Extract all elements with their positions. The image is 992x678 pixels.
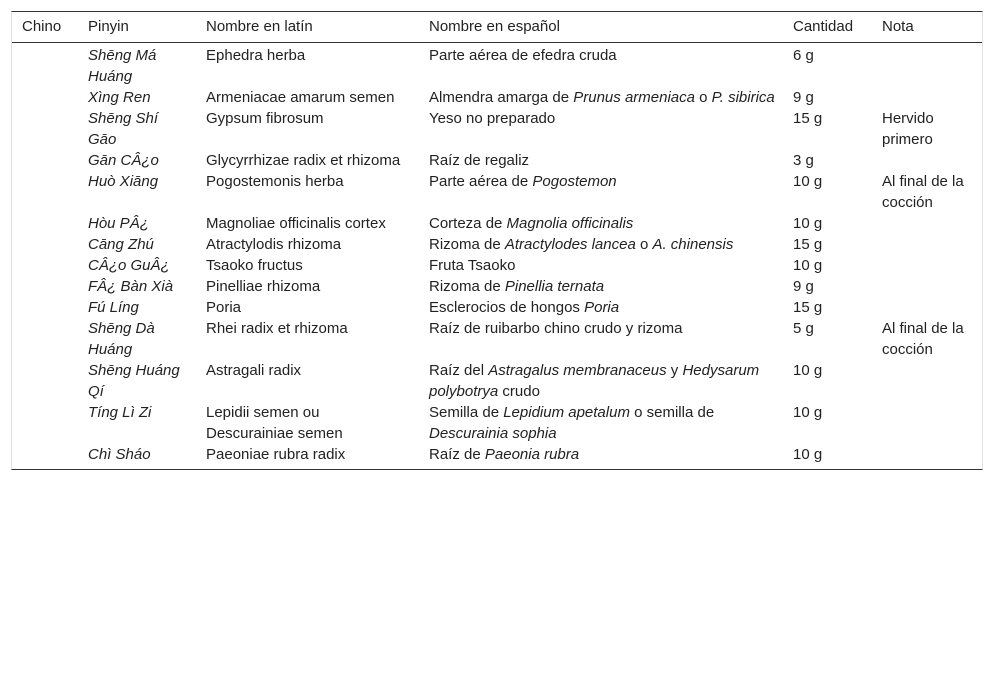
table-body: [12, 43, 982, 470]
cell-latin-name: Glycyrrhizae radix et rhizoma: [206, 152, 401, 169]
cell-note: Hervido primero: [882, 110, 934, 148]
cell-latin-name: Atractylodis rhizoma: [206, 236, 342, 253]
species-name-italic: Atractylodes lancea: [504, 236, 636, 253]
header-chino: Chino: [12, 12, 78, 43]
species-name-italic: Hedysarum polybotrya: [429, 362, 760, 400]
species-name-italic: Prunus armeniaca: [573, 89, 695, 106]
cell-note: [872, 444, 982, 469]
cell-pinyin: Cāng Zhú: [88, 236, 154, 253]
table-row: [12, 276, 982, 297]
table-row: [12, 171, 982, 213]
cell-chino: [12, 444, 78, 469]
spanish-name-text: o: [694, 89, 712, 106]
cell-pinyin: Huò Xiāng: [88, 173, 159, 190]
header-spanish-name: Nombre en español: [419, 12, 783, 43]
cell-chino: [12, 234, 78, 255]
species-name-italic: P. sibirica: [711, 89, 775, 106]
cell-quantity: 10 g: [793, 446, 823, 463]
spanish-name-text: Rizoma de: [429, 278, 505, 295]
cell-pinyin: Gān CÂ¿o: [88, 152, 159, 169]
cell-latin-name: Magnoliae officinalis cortex: [206, 215, 386, 232]
table-row: [12, 255, 982, 276]
cell-spanish-name: [419, 360, 783, 402]
cell-pinyin: Shēng Shí Gāo: [88, 110, 159, 148]
cell-latin-name: Ephedra herba: [206, 47, 306, 64]
table-row: [12, 213, 982, 234]
cell-spanish-name: [419, 318, 783, 360]
cell-chino: [12, 276, 78, 297]
table-header-row: [12, 12, 982, 43]
cell-note: Al final de la cocción: [882, 320, 964, 358]
cell-quantity: 6 g: [793, 47, 814, 64]
cell-spanish-name: [419, 234, 783, 255]
cell-chino: [12, 360, 78, 402]
table-row: [12, 234, 982, 255]
cell-latin-name: Pogostemonis herba: [206, 173, 344, 190]
cell-note: [872, 43, 982, 88]
spanish-name-text: y: [666, 362, 683, 379]
species-name-italic: Poria: [584, 299, 620, 316]
cell-note: [872, 276, 982, 297]
cell-spanish-name: [419, 276, 783, 297]
cell-pinyin: Shēng Dà Huáng: [88, 320, 155, 358]
cell-latin-name: Lepidii semen ou Descurainiae semen: [206, 404, 343, 442]
cell-note: [872, 150, 982, 171]
cell-chino: [12, 87, 78, 108]
cell-spanish-name: [419, 87, 783, 108]
cell-spanish-name: [419, 171, 783, 213]
table-row: [12, 444, 982, 469]
cell-note: [872, 297, 982, 318]
header-pinyin: Pinyin: [78, 12, 196, 43]
table-row: [12, 87, 982, 108]
cell-quantity: 15 g: [793, 110, 823, 127]
table-row: [12, 318, 982, 360]
herbal-formula-table: [12, 12, 982, 469]
spanish-name-text: Raíz del: [429, 362, 489, 379]
cell-latin-name: Poria: [206, 299, 242, 316]
spanish-name-text: Raíz de ruibarbo chino crudo y rizoma: [429, 320, 683, 337]
cell-quantity: 5 g: [793, 320, 814, 337]
cell-spanish-name: [419, 213, 783, 234]
cell-latin-name: Gypsum fibrosum: [206, 110, 324, 127]
cell-spanish-name: [419, 402, 783, 444]
spanish-name-text: Rizoma de: [429, 236, 505, 253]
spanish-name-text: Raíz de regaliz: [429, 152, 530, 169]
cell-pinyin: Xìng Ren: [88, 89, 151, 106]
cell-quantity: 10 g: [793, 215, 823, 232]
spanish-name-text: Semilla de: [429, 404, 504, 421]
spanish-name-text: Corteza de: [429, 215, 507, 232]
cell-pinyin: Tíng Lì Zi: [88, 404, 152, 421]
table-row: [12, 297, 982, 318]
table-row: [12, 108, 982, 150]
spanish-name-text: Raíz de: [429, 446, 485, 463]
cell-quantity: 9 g: [793, 278, 814, 295]
spanish-name-text: Esclerocios de hongos: [429, 299, 585, 316]
species-name-italic: Pinellia ternata: [504, 278, 605, 295]
species-name-italic: Magnolia officinalis: [506, 215, 634, 232]
cell-chino: [12, 213, 78, 234]
cell-quantity: 3 g: [793, 152, 814, 169]
cell-latin-name: Rhei radix et rhizoma: [206, 320, 348, 337]
cell-note: [872, 87, 982, 108]
cell-latin-name: Tsaoko fructus: [206, 257, 303, 274]
herbal-formula-table-container: [11, 11, 983, 470]
cell-latin-name: Paeoniae rubra radix: [206, 446, 346, 463]
cell-chino: [12, 255, 78, 276]
cell-pinyin: Fú Líng: [88, 299, 139, 316]
cell-spanish-name: [419, 444, 783, 469]
cell-spanish-name: [419, 255, 783, 276]
cell-quantity: 10 g: [793, 362, 823, 379]
table-row: [12, 150, 982, 171]
cell-quantity: 15 g: [793, 236, 823, 253]
species-name-italic: Astragalus membranaceus: [488, 362, 667, 379]
species-name-italic: Pogostemon: [532, 173, 617, 190]
cell-chino: [12, 297, 78, 318]
cell-note: Al final de la cocción: [882, 173, 964, 211]
table-row: [12, 43, 982, 88]
spanish-name-text: Yeso no preparado: [429, 110, 556, 127]
cell-chino: [12, 402, 78, 444]
spanish-name-text: o: [635, 236, 653, 253]
cell-pinyin: FÂ¿ Bàn Xià: [88, 278, 174, 295]
cell-quantity: 10 g: [793, 257, 823, 274]
cell-note: [872, 255, 982, 276]
cell-quantity: 10 g: [793, 173, 823, 190]
cell-pinyin: Shēng Huáng Qí: [88, 362, 180, 400]
cell-pinyin: CÂ¿o GuÂ¿: [88, 257, 170, 274]
cell-latin-name: Armeniacae amarum semen: [206, 89, 395, 106]
spanish-name-text: crudo: [498, 383, 540, 400]
cell-spanish-name: [419, 108, 783, 150]
cell-quantity: 9 g: [793, 89, 814, 106]
species-name-italic: Lepidium apetalum: [503, 404, 630, 421]
species-name-italic: Descurainia sophia: [429, 425, 557, 442]
header-latin-name: Nombre en latín: [196, 12, 419, 43]
spanish-name-text: Parte aérea de efedra cruda: [429, 47, 617, 64]
header-note: Nota: [872, 12, 982, 43]
spanish-name-text: o semilla de: [629, 404, 715, 421]
cell-chino: [12, 108, 78, 150]
cell-latin-name: Pinelliae rhizoma: [206, 278, 321, 295]
cell-quantity: 15 g: [793, 299, 823, 316]
cell-note: [872, 234, 982, 255]
spanish-name-text: Fruta Tsaoko: [429, 257, 516, 274]
cell-pinyin: Shēng Má Huáng: [88, 47, 157, 85]
species-name-italic: Paeonia rubra: [484, 446, 580, 463]
cell-note: [872, 402, 982, 444]
cell-spanish-name: [419, 297, 783, 318]
table-row: [12, 402, 982, 444]
spanish-name-text: Almendra amarga de: [429, 89, 574, 106]
cell-pinyin: Chì Sháo: [88, 446, 151, 463]
spanish-name-text: Parte aérea de: [429, 173, 533, 190]
cell-spanish-name: [419, 43, 783, 88]
cell-chino: [12, 43, 78, 88]
cell-note: [872, 360, 982, 402]
cell-latin-name: Astragali radix: [206, 362, 302, 379]
header-quantity: Cantidad: [783, 12, 872, 43]
cell-quantity: 10 g: [793, 404, 823, 421]
species-name-italic: A. chinensis: [652, 236, 734, 253]
cell-chino: [12, 171, 78, 213]
table-row: [12, 360, 982, 402]
cell-pinyin: Hòu PÂ¿: [88, 215, 149, 232]
cell-chino: [12, 318, 78, 360]
cell-spanish-name: [419, 150, 783, 171]
cell-note: [872, 213, 982, 234]
cell-chino: [12, 150, 78, 171]
